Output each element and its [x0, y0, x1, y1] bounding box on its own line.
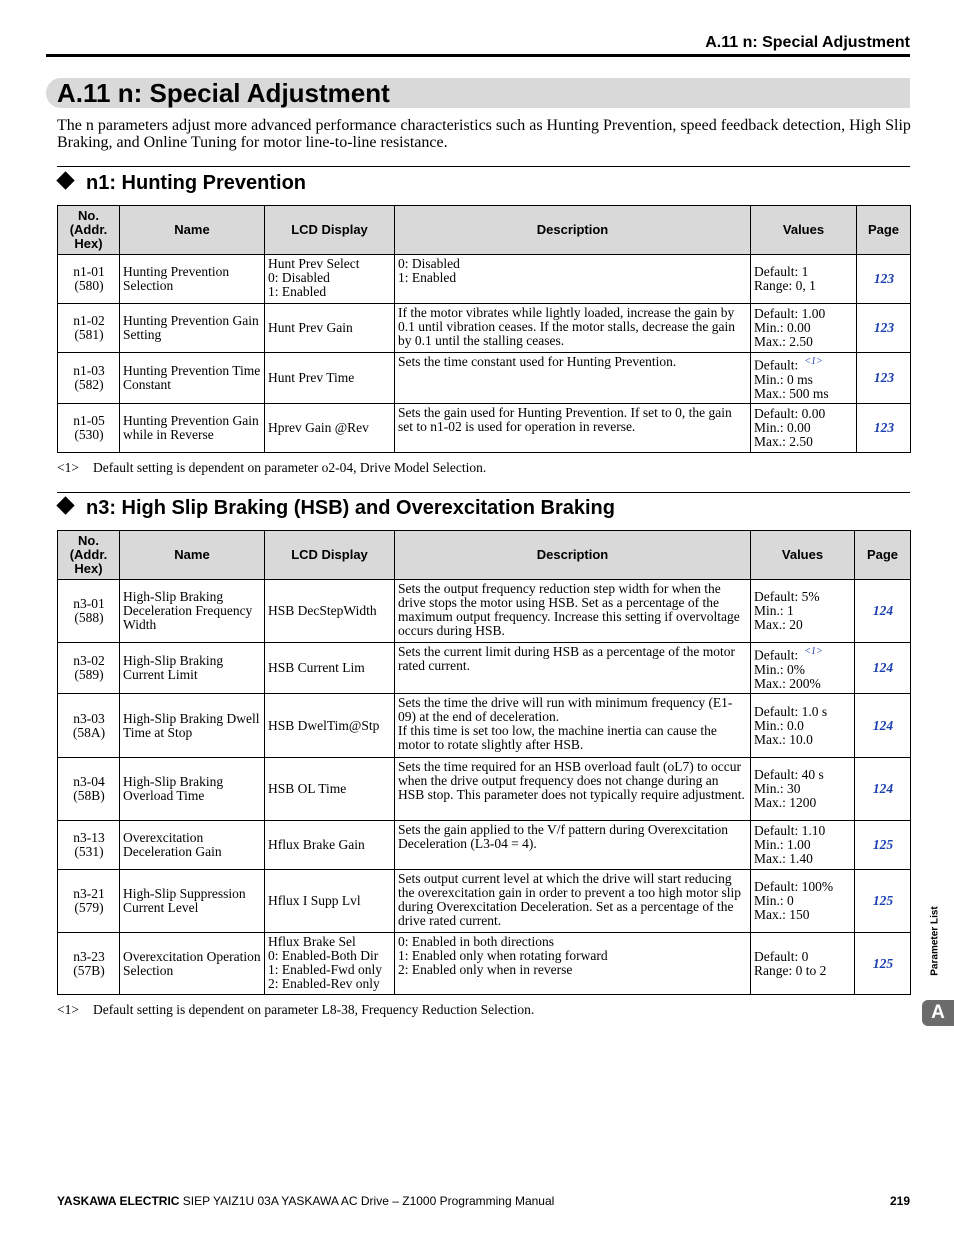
param-values [751, 643, 855, 694]
col-header-no: No. (Addr. Hex) [58, 206, 120, 255]
intro-paragraph: The n parameters adjust more advanced performance characteristics such as Hunting Prevention, speed feedback detection, High Slip Braking, and Online Tuning for motor line-to-line resistance. [57, 117, 911, 151]
param-name: Overexcitation Operation Selection [120, 933, 265, 995]
param-description: Sets output current level at which the drive will start reducing the overexcitation gain in order to prevent a too high motor slip during Overexcitation Deceleration. Set as a percentage of the drive rated current. [395, 870, 751, 933]
n1-parameter-table [57, 205, 911, 453]
value-default: Default: 5% [754, 589, 820, 604]
value-default: Default: 100% [754, 879, 834, 894]
param-description: Sets the output frequency reduction step width for when the drive stops the motor using HSB. Set as a percentage of the maximum output frequency. Increase this setting if overvoltage occurs during HSB. [395, 580, 751, 643]
footnote-tag: <1> [57, 460, 79, 475]
param-description: 0: Enabled in both directions 1: Enabled only when rotating forward 2: Enabled only when in reverse [395, 933, 751, 995]
subsection-rule [57, 166, 910, 167]
value-default: Default: 1.10 [754, 823, 826, 838]
lcd-display: Hunt Prev Gain [265, 304, 395, 353]
value-min-or-range: Min.: 0.0 [754, 717, 804, 733]
value-default: Default: 1.00 [754, 306, 826, 321]
param-description: Sets the time constant used for Hunting Prevention. [395, 353, 751, 404]
table-row [58, 304, 911, 353]
value-default: Default: 40 s [754, 767, 824, 782]
param-address: (530) [74, 427, 104, 442]
appendix-tab: A [922, 1000, 954, 1026]
lcd-display: Hflux Brake Gain [265, 821, 395, 870]
subsection-title: n3: High Slip Braking (HSB) and Overexcitation Braking [86, 497, 615, 519]
value-default: Default: 1 [754, 264, 809, 279]
param-description: Sets the time the drive will run with minimum frequency (E1-09) at the end of deceleration. If this time is set too low, the machine inertia can cause the motor to rotate slightly after HSB. [395, 694, 751, 758]
value-default: Default: $^{<1>}$ [754, 356, 823, 373]
page-link[interactable]: 124 [855, 758, 911, 821]
value-default: Default: 0.00 [754, 406, 826, 421]
param-values [751, 821, 855, 870]
value-default: Default: $^{<1>}$ [754, 646, 823, 663]
param-number-cell [58, 353, 120, 404]
page-link[interactable]: 123 [857, 404, 911, 453]
param-number: n3-21 [73, 886, 105, 901]
param-description: Sets the gain used for Hunting Prevention. If set to 0, the gain set to n1-02 is used for operation in reverse. [395, 404, 751, 453]
param-number: n3-04 [73, 774, 105, 789]
footer-brand: YASKAWA ELECTRIC [57, 1194, 180, 1208]
value-min-or-range: Min.: 1.00 [754, 837, 811, 852]
table-footnote [57, 1002, 534, 1018]
param-number-cell [58, 821, 120, 870]
footnote-ref: <1> [804, 356, 823, 368]
param-address: (589) [74, 667, 104, 682]
lcd-display: Hunt Prev Select 0: Disabled 1: Enabled [265, 255, 395, 304]
param-name: High-Slip Braking Current Limit [120, 643, 265, 694]
table-row [58, 580, 911, 643]
page-footer [57, 1194, 554, 1208]
param-number-cell [58, 694, 120, 758]
footnote-text: Default setting is dependent on parameter o2-04, Drive Model Selection. [93, 460, 487, 475]
param-number-cell [58, 933, 120, 995]
subsection-heading-n3 [57, 497, 615, 520]
param-address: (531) [74, 844, 104, 859]
footnote-tag: <1> [57, 1002, 79, 1017]
footnote-text: Default setting is dependent on parameter L8-38, Frequency Reduction Selection. [93, 1002, 535, 1017]
param-values [751, 694, 855, 758]
value-default: Default: 0 [754, 948, 809, 964]
page-link[interactable]: 123 [857, 255, 911, 304]
param-name: High-Slip Braking Overload Time [120, 758, 265, 821]
lcd-display: HSB Current Lim [265, 643, 395, 694]
param-number: n3-02 [73, 653, 105, 668]
value-min-or-range: Min.: 0.00 [754, 320, 811, 335]
param-name: High-Slip Suppression Current Level [120, 870, 265, 933]
col-header-description: Description [395, 206, 751, 255]
param-values [751, 255, 857, 304]
col-header-lcd: LCD Display [265, 206, 395, 255]
subsection-title: n1: Hunting Prevention [86, 172, 306, 194]
side-section-label [928, 900, 942, 982]
page-link[interactable]: 125 [855, 870, 911, 933]
table-row [58, 643, 911, 694]
footnote-ref: <1> [804, 646, 823, 658]
param-name: Hunting Prevention Selection [120, 255, 265, 304]
col-header-no: No. (Addr. Hex) [58, 531, 120, 580]
param-values [751, 758, 855, 821]
param-description: 0: Disabled 1: Enabled [395, 255, 751, 304]
param-address: (58B) [73, 788, 105, 803]
param-address: (579) [74, 900, 104, 915]
param-number-cell [58, 404, 120, 453]
value-max: Max.: 1200 [754, 795, 817, 810]
param-number: n3-13 [73, 830, 105, 845]
page-link[interactable]: 124 [855, 580, 911, 643]
param-address: (58A) [72, 724, 106, 740]
param-name: High-Slip Braking Dwell Time at Stop [120, 694, 265, 758]
value-min-or-range: Min.: 0 [754, 893, 794, 908]
col-header-description: Description [395, 531, 751, 580]
param-name: High-Slip Braking Deceleration Frequency Width [120, 580, 265, 643]
value-min-or-range: Min.: 0 ms [754, 371, 813, 387]
table-row [58, 821, 911, 870]
param-description: Sets the time required for an HSB overload fault (oL7) to occur when the drive output frequency does not change during an HSB stop. This parameter does not typically require adjustment. [395, 758, 751, 821]
col-header-page: Page [857, 206, 911, 255]
param-address: (582) [74, 377, 104, 392]
param-name: Hunting Prevention Time Constant [120, 353, 265, 404]
table-footnote [57, 460, 486, 476]
lcd-display: Hflux Brake Sel 0: Enabled-Both Dir 1: Enabled-Fwd only 2: Enabled-Rev only [265, 933, 395, 995]
param-values [751, 353, 857, 404]
table-row [58, 404, 911, 453]
page-link[interactable]: 125 [855, 933, 911, 995]
col-header-lcd: LCD Display [265, 531, 395, 580]
col-header-values: Values [751, 206, 857, 255]
param-number: n3-03 [73, 710, 105, 726]
param-address: (580) [74, 278, 104, 293]
page-link[interactable]: 123 [857, 304, 911, 353]
param-number: n1-03 [73, 363, 105, 378]
value-default: Default: 1.0 s [754, 703, 828, 719]
lcd-display: HSB DwelTim@Stp [265, 694, 395, 758]
param-name: Hunting Prevention Gain while in Reverse [120, 404, 265, 453]
col-header-values: Values [751, 531, 855, 580]
param-name: Hunting Prevention Gain Setting [120, 304, 265, 353]
param-number-cell [58, 580, 120, 643]
param-number: n1-05 [73, 413, 105, 428]
param-address: (581) [74, 327, 104, 342]
param-number-cell [58, 870, 120, 933]
diamond-bullet-icon [56, 496, 74, 514]
table-row [58, 870, 911, 933]
table-row [58, 353, 911, 404]
param-name: Overexcitation Deceleration Gain [120, 821, 265, 870]
lcd-display: HSB DecStepWidth [265, 580, 395, 643]
page-link[interactable]: 124 [855, 694, 911, 758]
param-number-cell [58, 255, 120, 304]
value-max: Max.: 1.40 [754, 851, 813, 866]
col-header-name: Name [120, 531, 265, 580]
value-max: Max.: 20 [754, 617, 803, 632]
section-title-bar [46, 78, 910, 108]
param-description: If the motor vibrates while lightly loaded, increase the gain by 0.1 until vibration ceases. If the motor stalls, decrease the gain by 0.1 until the stalling ceases. [395, 304, 751, 353]
value-max: Max.: 2.50 [754, 434, 813, 449]
param-values [751, 933, 855, 995]
value-min-or-range: Range: 0, 1 [754, 278, 816, 293]
param-number: n1-02 [73, 313, 105, 328]
param-values [751, 404, 857, 453]
subsection-heading-n1 [57, 172, 306, 195]
lcd-display: Hprev Gain @Rev [265, 404, 395, 453]
param-number-cell [58, 643, 120, 694]
value-max: Max.: 200% [754, 675, 821, 691]
value-min-or-range: Min.: 0% [754, 661, 806, 677]
table-row [58, 933, 911, 995]
page-number: 219 [889, 1194, 910, 1208]
param-values [751, 580, 855, 643]
param-description: Sets the current limit during HSB as a percentage of the motor rated current. [395, 643, 751, 694]
value-min-or-range: Min.: 30 [754, 781, 801, 796]
value-max: Max.: 10.0 [754, 731, 813, 747]
value-min-or-range: Range: 0 to 2 [754, 962, 827, 978]
param-address: (57B) [73, 962, 105, 978]
param-number-cell [58, 304, 120, 353]
param-address: (588) [74, 610, 104, 625]
subsection-rule [57, 492, 910, 493]
table-row [58, 758, 911, 821]
param-values [751, 304, 857, 353]
value-min-or-range: Min.: 0.00 [754, 420, 811, 435]
value-max: Max.: 150 [754, 907, 810, 922]
table-row [58, 255, 911, 304]
param-number: n3-01 [73, 596, 105, 611]
param-number: n1-01 [73, 264, 105, 279]
col-header-page: Page [855, 531, 911, 580]
page-link[interactable]: 125 [855, 821, 911, 870]
param-values [751, 870, 855, 933]
col-header-name: Name [120, 206, 265, 255]
lcd-display: Hflux I Supp Lvl [265, 870, 395, 933]
running-header: A.11 n: Special Adjustment [705, 34, 910, 51]
value-min-or-range: Min.: 1 [754, 603, 794, 618]
param-description: Sets the gain applied to the V/f pattern during Overexcitation Deceleration (L3-04 = 4). [395, 821, 751, 870]
value-max: Max.: 2.50 [754, 334, 813, 349]
header-rule [46, 54, 910, 57]
n3-parameter-table [57, 530, 911, 995]
table-row [58, 694, 911, 758]
footer-text: SIEP YAIZ1U 03A YASKAWA AC Drive – Z1000 Programming Manual [179, 1194, 555, 1208]
lcd-display: Hunt Prev Time [265, 353, 395, 404]
param-number: n3-23 [73, 948, 105, 964]
param-number-cell [58, 758, 120, 821]
side-label-text: Parameter List [929, 906, 941, 976]
value-max: Max.: 500 ms [754, 385, 829, 401]
page-link[interactable]: 123 [857, 353, 911, 404]
lcd-display: HSB OL Time [265, 758, 395, 821]
diamond-bullet-icon [56, 171, 74, 189]
page-link[interactable]: 124 [855, 643, 911, 694]
section-title: A.11 n: Special Adjustment [57, 78, 390, 108]
